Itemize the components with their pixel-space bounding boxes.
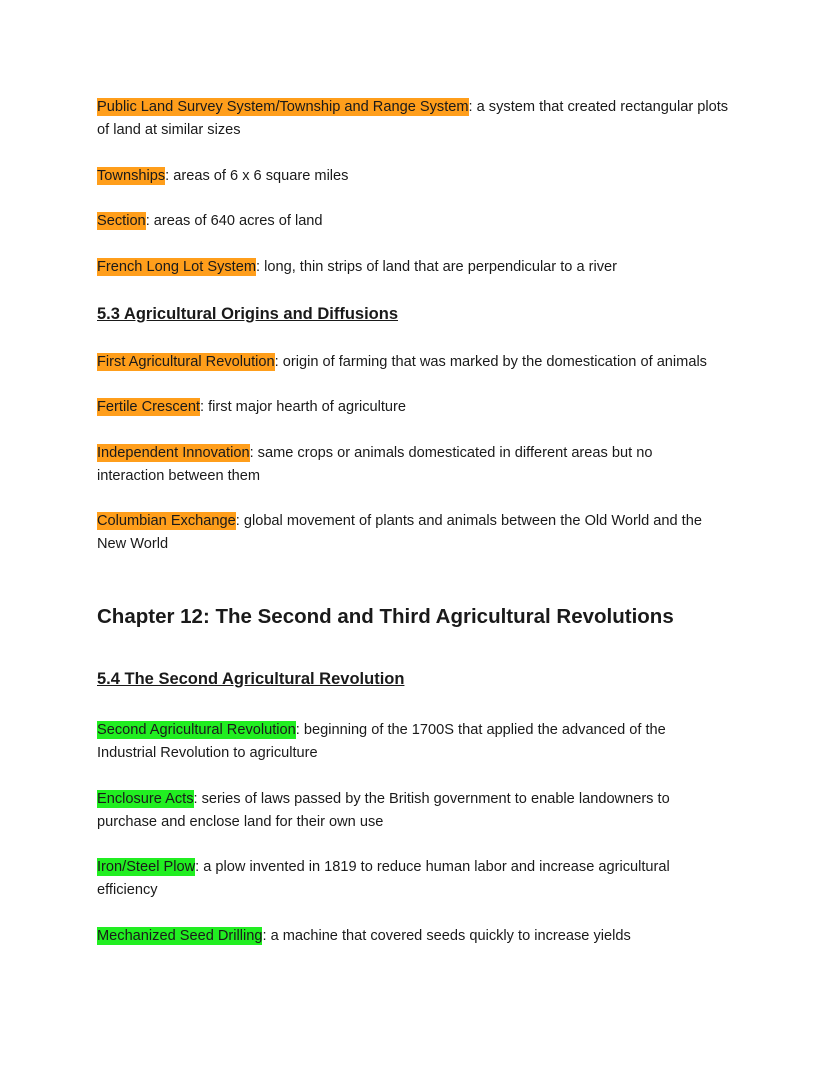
definition-first-agricultural-revolution: [97, 351, 737, 374]
term-highlight: Columbian Exchange: [97, 513, 236, 529]
term-highlight: First Agricultural Revolution: [97, 354, 275, 370]
definition-enclosure-acts: [97, 788, 697, 834]
definition-mechanized-seed-drilling: [97, 925, 737, 948]
definition-section: [97, 210, 737, 233]
term-highlight: Section: [97, 213, 146, 229]
definition-text: : long, thin strips of land that are perpendicular to a river: [256, 259, 617, 275]
definition-text: : beginning of the 1700S that applied the advanced of the Industrial Revolution to agriculture: [97, 722, 666, 761]
definition-independent-innovation: [97, 442, 697, 488]
definition-columbian-exchange: [97, 510, 727, 556]
chapter-title: Chapter 12: The Second and Third Agricultural Revolutions: [97, 605, 674, 628]
section-heading-5-3: 5.3 Agricultural Origins and Diffusions: [97, 305, 399, 323]
definition-text: : origin of farming that was marked by the domestication of animals: [274, 354, 707, 370]
term-highlight: Fertile Crescent: [97, 399, 200, 415]
definition-text: : a system that created rectangular plots of land at similar sizes: [97, 99, 729, 138]
definition-second-agricultural-revolution: [97, 719, 697, 765]
definition-public-land-survey: [97, 96, 737, 142]
term-highlight: French Long Lot System: [97, 259, 256, 275]
definition-text: : global movement of plants and animals between the Old World and the New World: [97, 513, 702, 552]
definition-text: : a machine that covered seeds quickly to increase yields: [262, 928, 631, 944]
definition-text: : series of laws passed by the British government to enable landowners to purchase and enclose land for their own use: [97, 791, 670, 830]
term-highlight: Second Agricultural Revolution: [97, 722, 296, 738]
definition-iron-steel-plow: [97, 856, 697, 902]
term-highlight: Iron/Steel Plow: [97, 859, 196, 875]
definition-text: : areas of 640 acres of land: [145, 213, 323, 229]
term-highlight: Independent Innovation: [97, 445, 250, 461]
definition-text: : areas of 6 x 6 square miles: [165, 168, 349, 184]
definition-text: : same crops or animals domesticated in different areas but no interaction between them: [97, 445, 653, 484]
term-highlight: Townships: [97, 168, 166, 184]
definition-text: : first major hearth of agriculture: [200, 399, 407, 415]
definition-text: : a plow invented in 1819 to reduce human labor and increase agricultural efficiency: [97, 859, 670, 898]
section-heading-5-4: 5.4 The Second Agricultural Revolution: [97, 670, 405, 688]
term-highlight: Public Land Survey System/Township and Range System: [97, 99, 469, 115]
definition-townships: [97, 165, 737, 188]
term-highlight: Enclosure Acts: [97, 791, 194, 807]
definition-french-long-lot: [97, 256, 737, 279]
definition-fertile-crescent: [97, 396, 737, 419]
term-highlight: Mechanized Seed Drilling: [97, 928, 263, 944]
